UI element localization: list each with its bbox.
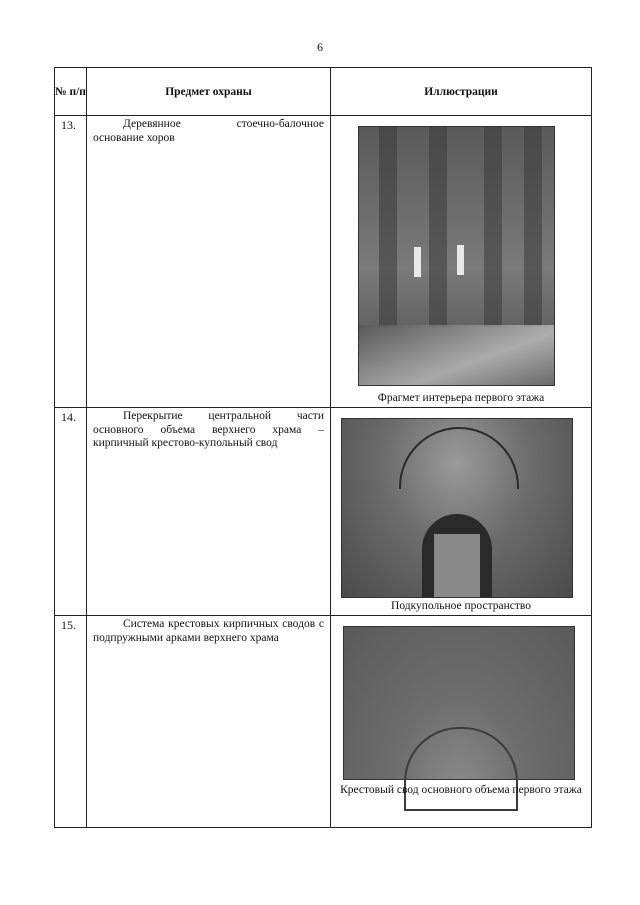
illustration-caption: Крестовый свод основного объема первого этажа	[340, 784, 582, 796]
row-subject: Перекрытие центральной части основного объема верхнего храма – кирпичный крестово-купольный свод	[87, 408, 331, 616]
table-row	[55, 408, 592, 616]
row-illustration	[331, 408, 592, 616]
row-illustration	[331, 616, 592, 828]
header-subject: Предмет охраны	[87, 68, 331, 116]
header-row	[55, 68, 592, 116]
interior-photo	[358, 126, 555, 386]
page-number: 6	[317, 40, 323, 54]
protection-subjects-table	[54, 67, 592, 828]
illustration-caption: Фрагмет интерьера первого этажа	[377, 392, 545, 404]
table-row	[55, 116, 592, 408]
illustration-caption: Подкупольное пространство	[391, 600, 531, 612]
header-illustrations: Иллюстрации	[331, 68, 592, 116]
dome-photo	[341, 418, 573, 598]
row-illustration	[331, 116, 592, 408]
header-number: № п/п	[55, 68, 87, 116]
row-number: 14.	[55, 408, 87, 616]
table-row	[55, 616, 592, 828]
vault-photo	[343, 626, 575, 780]
row-number: 15.	[55, 616, 87, 828]
row-subject: Деревянное стоечно-балочное основание хоров	[87, 116, 331, 408]
row-number: 13.	[55, 116, 87, 408]
row-subject: Система крестовых кирпичных сводов с подпружными арками верхнего храма	[87, 616, 331, 828]
